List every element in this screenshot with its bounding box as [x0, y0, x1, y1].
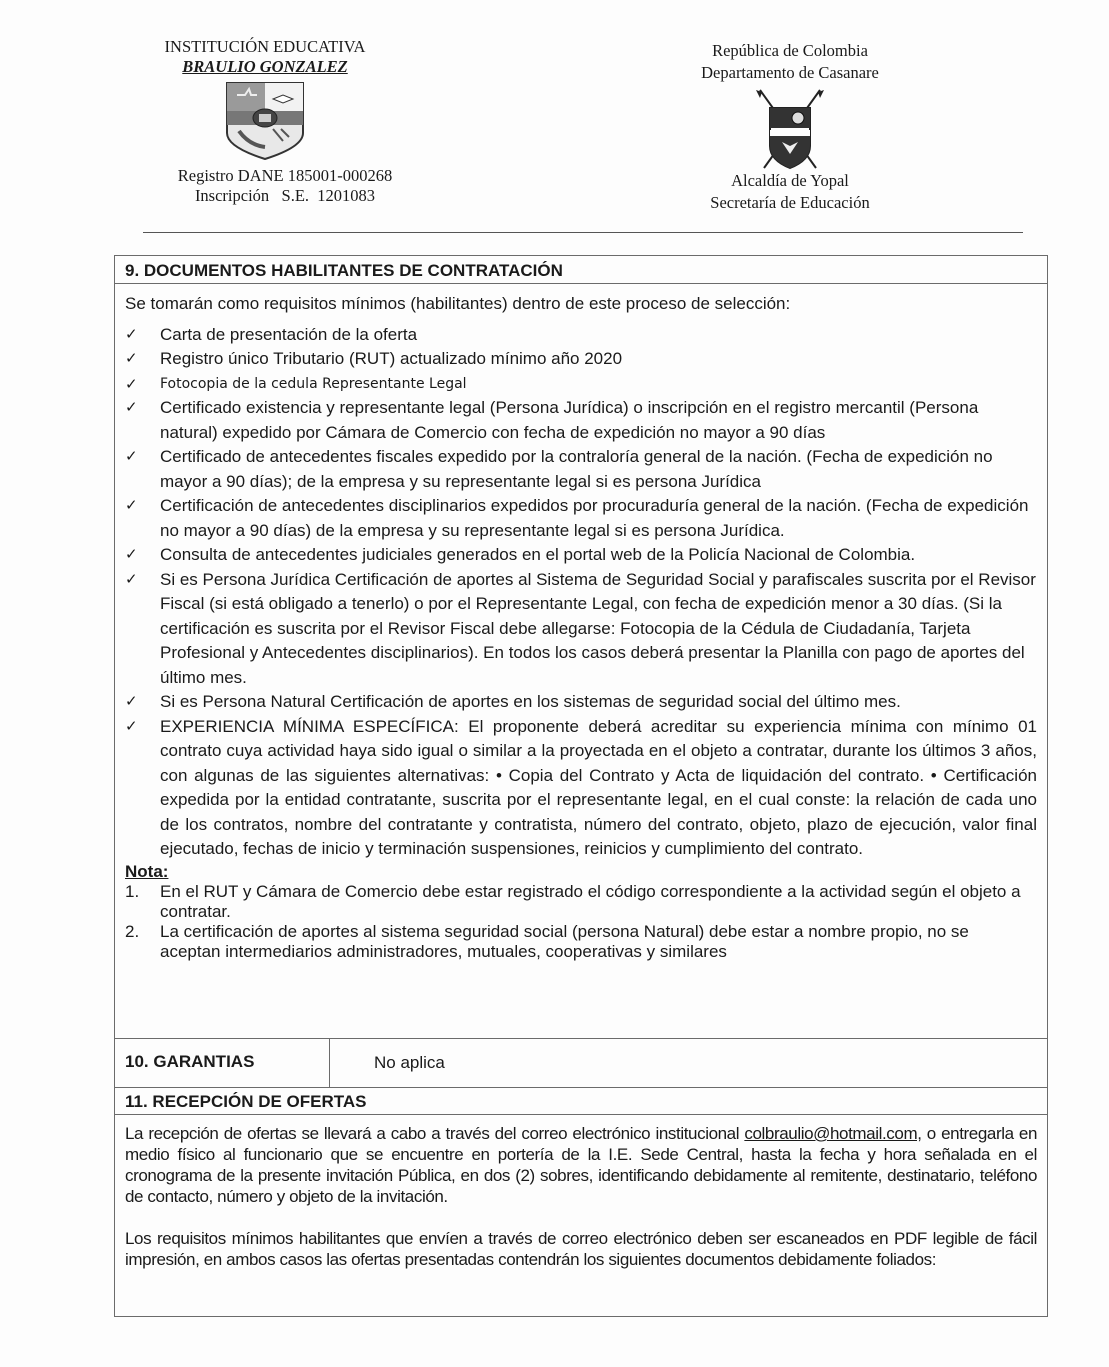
institutional-email-link[interactable]: colbraulio@hotmail.com,: [744, 1124, 922, 1143]
check-icon: ✓: [125, 350, 138, 367]
check-icon: ✓: [125, 399, 138, 416]
reception-paragraph-2: Los requisitos mínimos habilitantes que envíen a través de correo electrónico deben ser escaneados en PDF legible de fácil impresión, en ambos casos las ofertas presentadas contendrán los siguientes documentos debidamente foliados:: [125, 1229, 1037, 1269]
institution-header: [130, 37, 400, 161]
department-name: Departamento de Casanare: [701, 63, 879, 82]
check-icon: ✓: [125, 570, 138, 588]
list-item: ✓ Consulta de antecedentes judiciales generados en el portal web de la Policía Nacional de Colombia.: [115, 543, 1047, 568]
education-secretariat: Secretaría de Educación: [710, 193, 870, 212]
section-9-intro: Se tomarán como requisitos mínimos (habilitantes) dentro de este proceso de selección:: [125, 294, 791, 313]
header-divider: [143, 232, 1023, 233]
government-header: [660, 40, 920, 214]
nota-label: Nota:: [125, 861, 169, 881]
school-crest-icon: [223, 81, 307, 161]
registro-dane: Registro DANE 185001-000268: [177, 166, 393, 185]
nota-item: 2. La certificación de aportes al sistema seguridad social (persona Natural) debe estar a nombre propio, no se aceptan intermediarios administradores, mutuales, cooperativas y similares: [125, 921, 969, 961]
requirements-list: [115, 323, 1047, 862]
casanare-coat-of-arms-icon: [750, 88, 830, 174]
list-item: ✓ Certificado de antecedentes fiscales expedido por la contraloría general de la nación. (Fecha de expedición no mayor a 90 días); de la empresa y su representante legal si es persona Jurídica: [125, 447, 993, 491]
list-item: ✓ EXPERIENCIA MÍNIMA ESPECÍFICA: El proponente deberá acreditar su experiencia mínima con mínimo 01 contrato cuya actividad haya sido igual o similar a la proyectada en el objeto a contratar, durante los últimos 3 años, con algunas de las siguientes alternativas: • Copia del Contrato y Acta de liquidación del contrato. • Certificación expedida por la entidad contratante, suscrita por el representante legal, en el cual conste: la relación de cada uno de los contratos, nombre del contratante y contratista, número del contrato, objeto, plazo de ejecución, valor final ejecutado, fechas de inicio y terminación suspensiones, reinicios y cumplimiento del contrato.: [125, 716, 1037, 858]
list-item: ✓ Registro único Tributario (RUT) actualizado mínimo año 2020: [115, 347, 1047, 372]
check-icon: ✓: [125, 717, 138, 735]
registration-info: [140, 166, 430, 206]
institution-name: BRAULIO GONZALEZ: [182, 57, 348, 76]
list-item: ✓ Si es Persona Jurídica Certificación de aportes al Sistema de Seguridad Social y parafiscales suscrita por el Revisor Fiscal (si está obligado a tenerlo) o por el Representante Legal, con fecha de expedición menor a 30 días. (Si la certificación es suscrita por el Revisor Fiscal debe allegarse: Fotocopia de la Cédula de Ciudadanía, Tarjeta Profesional y Antecedentes disciplinarios). En todos los casos deberá presentar la Planilla con pago de aportes del último mes.: [125, 569, 1036, 687]
check-icon: ✓: [125, 693, 138, 710]
check-icon: ✓: [125, 325, 138, 343]
reception-paragraph-1: La recepción de ofertas se llevará a cabo a través del correo electrónico institucional colbraulio@hotmail.com, o entregarla en medio físico al funcionario que se encuentre en portería de la I.E. Sede Central, hasta la fecha y hora señalada en el cronograma de la presente invitación Pública, en dos (2) sobres, identificando debidamente al remitente, destinatario, teléfono de contacto, número y objeto de la invitación.: [125, 1124, 1037, 1206]
list-item: ✓ Fotocopia de la cedula Representante Legal: [115, 372, 1047, 397]
list-item: ✓ Si es Persona Natural Certificación de aportes en los sistemas de seguridad social del último mes.: [115, 690, 1047, 715]
list-item: ✓ Carta de presentación de la oferta: [115, 323, 1047, 348]
section-11-title: 11. RECEPCIÓN DE OFERTAS: [115, 1088, 1047, 1115]
nota-list: [115, 882, 1047, 962]
mayor-office: Alcaldía de Yopal: [731, 171, 849, 190]
section-9-title: 9. DOCUMENTOS HABILITANTES DE CONTRATACIÓN: [115, 256, 1047, 284]
list-item: ✓ Certificación de antecedentes disciplinarios expedidos por procuraduría general de la nación. (Fecha de expedición no mayor a 90 días) de la empresa y su representante legal si es persona Jurídica.: [125, 496, 1029, 540]
inscripcion-se: Inscripción S.E. 1201083: [194, 186, 376, 205]
check-icon: ✓: [125, 448, 138, 465]
institution-type: INSTITUCIÓN EDUCATIVA: [164, 37, 366, 56]
guarantees-value: No aplica: [374, 1053, 445, 1072]
section-9-box: [114, 255, 1048, 1039]
country-name: República de Colombia: [712, 41, 868, 60]
nota-item: 1. En el RUT y Cámara de Comercio debe estar registrado el código correspondiente a la actividad según el objeto a contratar.: [125, 881, 1021, 921]
check-icon: ✓: [125, 497, 138, 514]
section-10-row: [114, 1038, 1048, 1088]
section-11-box: [114, 1087, 1048, 1317]
section-10-title: 10. GARANTIAS: [115, 1039, 330, 1087]
check-icon: ✓: [125, 374, 138, 393]
list-item: ✓ Certificado existencia y representante legal (Persona Jurídica) o inscripción en el registro mercantil (Persona natural) expedido por Cámara de Comercio con fecha de expedición no mayor a 90 días: [125, 398, 979, 442]
check-icon: ✓: [125, 546, 138, 563]
